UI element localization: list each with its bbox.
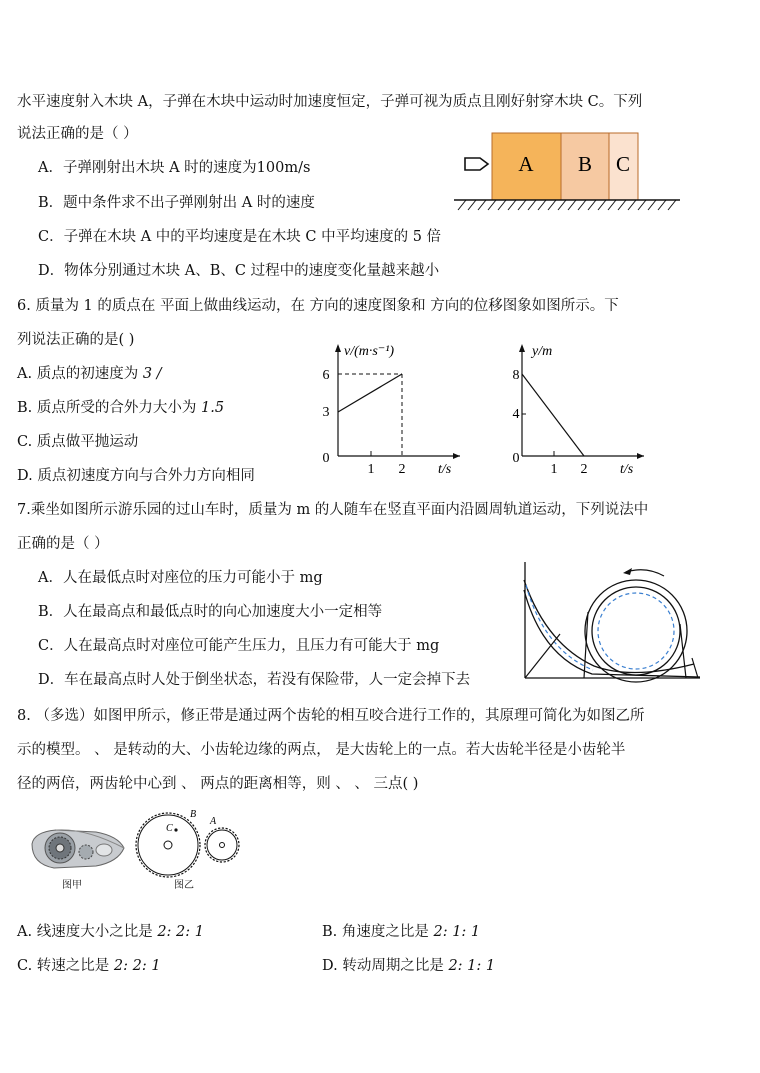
q6-stem-line2: 列说法正确的是( ) — [17, 332, 135, 348]
gears-diagram — [124, 808, 246, 880]
q7-option-c: C．人在最高点时对座位可能产生压力，且压力有可能大于 mg — [38, 638, 440, 654]
yt-xlabel: t/s — [620, 462, 634, 477]
track-inner — [524, 580, 694, 673]
q8-option-c: C. 转速之比是 2: 2: 1 — [17, 958, 161, 974]
q5-option-c: C．子弹在木块 A 中的平均速度是在木块 C 中平均速度的 5 倍 — [38, 229, 442, 245]
ground-hatching — [458, 200, 676, 210]
gear-label-a: A — [210, 816, 217, 827]
figure-jia-caption: 图甲 — [62, 880, 82, 891]
figure-yi-caption: 图乙 — [174, 880, 194, 891]
q7-stem-line1: 7.乘坐如图所示游乐园的过山车时，质量为 m 的人随车在竖直平面内沿圆周轨道运动，下列说法中 — [17, 502, 649, 518]
vt-origin: 0 — [322, 451, 330, 466]
q7-option-a: A．人在最低点时对座位的压力可能小于 mg — [38, 570, 323, 586]
position-time-graph — [502, 338, 652, 478]
vt-ytick-3: 3 — [322, 405, 330, 420]
q5-option-d: D．物体分别通过木块 A、B、C 过程中的速度变化量越来越小 — [38, 263, 440, 279]
vt-xtick-1: 1 — [367, 462, 375, 477]
vt-ylabel: v/(m·s⁻¹) — [344, 344, 395, 359]
q5-option-a: A．子弹刚射出木块 A 时的速度为100m/s — [38, 160, 311, 176]
vt-ytick-6: 6 — [322, 368, 330, 383]
bullet-icon — [465, 158, 488, 170]
loop-outer — [585, 580, 687, 682]
q5-blocks-figure — [452, 128, 684, 212]
loop-inner — [592, 587, 680, 675]
q6-option-b: B. 质点所受的合外力大小为 1.5 — [17, 400, 225, 416]
yt-ytick-8: 8 — [512, 368, 520, 383]
q8-option-d: D. 转动周期之比是 2: 1: 1 — [322, 958, 496, 974]
q5-option-b: B．题中条件求不出子弹刚射出 A 时的速度 — [38, 195, 315, 211]
block-c-label: C — [615, 152, 631, 176]
velocity-time-graph — [318, 338, 468, 478]
q8-option-a: A. 线速度大小之比是 2: 2: 1 — [17, 924, 204, 940]
correction-tape-photo — [26, 824, 128, 874]
q8-stem-line3: 径的两倍，两齿轮中心到 、 两点的距离相等，则 、 、 三点( ) — [17, 776, 419, 792]
q7-option-b: B．人在最高点和最低点时的向心加速度大小一定相等 — [38, 604, 383, 620]
point-c — [174, 828, 177, 831]
block-a-label: A — [518, 152, 534, 176]
vt-xtick-2: 2 — [398, 462, 406, 477]
q5-stem-line2: 说法正确的是（ ） — [17, 126, 138, 142]
yt-ytick-4: 4 — [512, 407, 520, 422]
track-dashed — [526, 585, 593, 670]
vt-series-line — [338, 374, 402, 412]
gear-label-c: C — [166, 823, 173, 834]
yt-ylabel: y/m — [532, 344, 553, 359]
q6-stem-line1: 6. 质量为 1 的质点在 平面上做曲线运动，在 方向的速度图象和 方向的位移图象如图所示。下 — [17, 298, 619, 314]
q8-stem-line1: 8. （多选）如图甲所示，修正带是通过两个齿轮的相互咬合进行工作的，其原理可简化为如图乙所 — [17, 708, 645, 724]
block-b-label: B — [577, 152, 593, 176]
q7-option-d: D．车在最高点时人处于倒坐状态，若没有保险带，人一定会掉下去 — [38, 672, 471, 688]
yt-xtick-2: 2 — [580, 462, 588, 477]
yt-xtick-1: 1 — [550, 462, 558, 477]
rotation-arrow-icon — [626, 570, 664, 576]
loop-dashed — [598, 593, 674, 669]
roller-coaster-figure — [522, 562, 702, 686]
q8-stem-line2: 示的模型。 、 是转动的大、小齿轮边缘的两点， 是大齿轮上的一点。若大齿轮半径是小齿轮半 — [17, 742, 626, 758]
q8-option-b: B. 角速度之比是 2: 1: 1 — [322, 924, 481, 940]
yt-origin: 0 — [512, 451, 520, 466]
yt-series-line — [522, 374, 584, 456]
q6-option-d: D. 质点初速度方向与合外力方向相同 — [17, 468, 255, 484]
gear-label-b: B — [190, 809, 197, 820]
vt-xlabel: t/s — [438, 462, 452, 477]
q6-option-a: A. 质点的初速度为 3 / — [17, 366, 162, 382]
q6-option-c: C. 质点做平抛运动 — [17, 434, 139, 450]
q5-stem-line1: 水平速度射入木块 A，子弹在木块中运动时加速度恒定，子弹可视为质点且刚好射穿木块 C。下列 — [17, 94, 643, 110]
q7-stem-line2: 正确的是（ ） — [17, 536, 109, 552]
